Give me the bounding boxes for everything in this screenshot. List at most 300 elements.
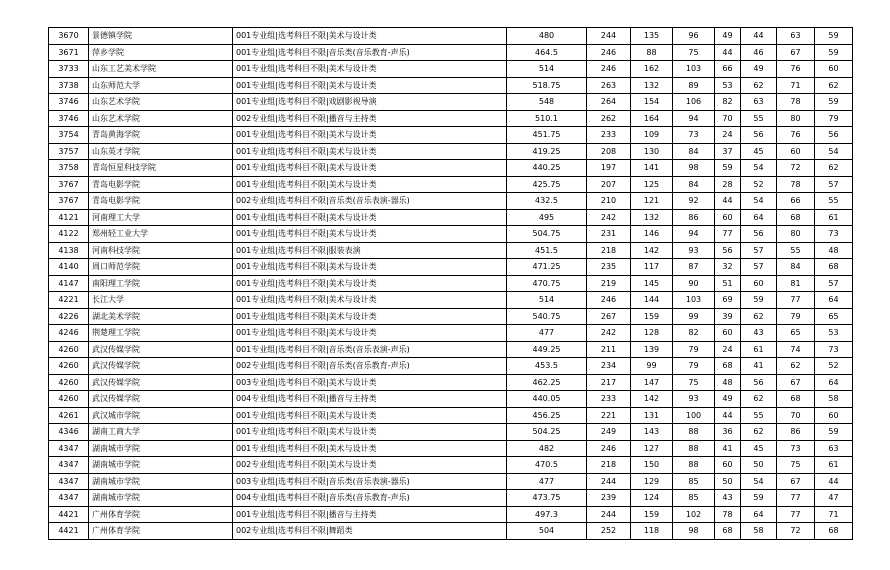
- score-cell-1: 252: [587, 523, 631, 540]
- table-row: [49, 77, 853, 94]
- school-code-cell: 3733: [49, 61, 89, 78]
- school-code-cell: 3746: [49, 94, 89, 111]
- score-cell-3: 84: [673, 143, 715, 160]
- score-cell-1: 217: [587, 374, 631, 391]
- school-name-cell: 景德镇学院: [89, 28, 233, 45]
- score-cell-4: 49: [715, 28, 741, 45]
- score-cell-3: 88: [673, 424, 715, 441]
- school-name-cell: 武汉传媒学院: [89, 391, 233, 408]
- score-cell-7: 53: [815, 325, 853, 342]
- total-score-cell: 453.5: [507, 358, 587, 375]
- score-cell-6: 63: [777, 28, 815, 45]
- score-cell-1: 264: [587, 94, 631, 111]
- total-score-cell: 504: [507, 523, 587, 540]
- score-cell-2: 150: [631, 457, 673, 474]
- score-cell-7: 64: [815, 292, 853, 309]
- score-cell-3: 100: [673, 407, 715, 424]
- score-cell-6: 65: [777, 325, 815, 342]
- major-group-cell: 001专业组|选考科目不限|美术与设计类: [233, 61, 507, 78]
- major-group-cell: 001专业组|选考科目不限|美术与设计类: [233, 127, 507, 144]
- score-cell-4: 60: [715, 209, 741, 226]
- table-row: [49, 160, 853, 177]
- school-code-cell: 3746: [49, 110, 89, 127]
- score-table: [48, 27, 853, 540]
- school-code-cell: 4347: [49, 473, 89, 490]
- score-cell-7: 59: [815, 424, 853, 441]
- school-code-cell: 3671: [49, 44, 89, 61]
- school-code-cell: 4147: [49, 275, 89, 292]
- school-name-cell: 周口师范学院: [89, 259, 233, 276]
- table-row: [49, 407, 853, 424]
- score-cell-6: 80: [777, 226, 815, 243]
- score-cell-7: 73: [815, 341, 853, 358]
- score-cell-6: 74: [777, 341, 815, 358]
- major-group-cell: 001专业组|选考科目不限|美术与设计类: [233, 77, 507, 94]
- score-cell-3: 89: [673, 77, 715, 94]
- score-cell-6: 84: [777, 259, 815, 276]
- score-cell-5: 43: [741, 325, 777, 342]
- score-cell-7: 68: [815, 523, 853, 540]
- score-cell-2: 145: [631, 275, 673, 292]
- score-cell-3: 79: [673, 341, 715, 358]
- school-name-cell: 青岛恒星科技学院: [89, 160, 233, 177]
- score-cell-3: 73: [673, 127, 715, 144]
- score-cell-4: 44: [715, 44, 741, 61]
- score-cell-2: 146: [631, 226, 673, 243]
- school-code-cell: 4226: [49, 308, 89, 325]
- score-cell-7: 62: [815, 77, 853, 94]
- score-cell-5: 41: [741, 358, 777, 375]
- score-cell-4: 37: [715, 143, 741, 160]
- score-cell-6: 67: [777, 374, 815, 391]
- table-body: [49, 28, 853, 540]
- score-cell-2: 154: [631, 94, 673, 111]
- score-cell-7: 60: [815, 61, 853, 78]
- score-cell-2: 109: [631, 127, 673, 144]
- school-name-cell: 湖北美术学院: [89, 308, 233, 325]
- score-cell-2: 130: [631, 143, 673, 160]
- table-row: [49, 275, 853, 292]
- score-cell-6: 71: [777, 77, 815, 94]
- major-group-cell: 004专业组|选考科目不限|播音与主持类: [233, 391, 507, 408]
- school-code-cell: 3767: [49, 193, 89, 210]
- total-score-cell: 518.75: [507, 77, 587, 94]
- score-cell-4: 44: [715, 193, 741, 210]
- major-group-cell: 001专业组|选考科目不限|美术与设计类: [233, 259, 507, 276]
- score-cell-7: 73: [815, 226, 853, 243]
- total-score-cell: 425.75: [507, 176, 587, 193]
- score-cell-5: 49: [741, 61, 777, 78]
- school-name-cell: 萍乡学院: [89, 44, 233, 61]
- major-group-cell: 001专业组|选考科目不限|美术与设计类: [233, 424, 507, 441]
- score-cell-1: 210: [587, 193, 631, 210]
- total-score-cell: 471.25: [507, 259, 587, 276]
- major-group-cell: 001专业组|选考科目不限|美术与设计类: [233, 325, 507, 342]
- score-cell-1: 246: [587, 61, 631, 78]
- score-cell-5: 61: [741, 341, 777, 358]
- score-cell-4: 44: [715, 407, 741, 424]
- score-cell-6: 76: [777, 127, 815, 144]
- score-cell-4: 43: [715, 490, 741, 507]
- score-cell-5: 46: [741, 44, 777, 61]
- score-cell-7: 59: [815, 94, 853, 111]
- score-cell-1: 233: [587, 127, 631, 144]
- score-cell-2: 132: [631, 77, 673, 94]
- total-score-cell: 497.3: [507, 506, 587, 523]
- school-name-cell: 长江大学: [89, 292, 233, 309]
- score-cell-6: 75: [777, 457, 815, 474]
- score-cell-1: 239: [587, 490, 631, 507]
- score-cell-1: 267: [587, 308, 631, 325]
- score-table-sheet: [48, 27, 852, 540]
- score-cell-4: 59: [715, 160, 741, 177]
- major-group-cell: 001专业组|选考科目不限|美术与设计类: [233, 275, 507, 292]
- score-cell-1: 231: [587, 226, 631, 243]
- major-group-cell: 003专业组|选考科目不限|美术与设计类: [233, 374, 507, 391]
- major-group-cell: 002专业组|选考科目不限|音乐类(音乐表演-器乐): [233, 193, 507, 210]
- table-row: [49, 457, 853, 474]
- score-cell-3: 93: [673, 391, 715, 408]
- table-row: [49, 44, 853, 61]
- major-group-cell: 001专业组|选考科目不限|美术与设计类: [233, 143, 507, 160]
- score-cell-3: 102: [673, 506, 715, 523]
- score-cell-4: 50: [715, 473, 741, 490]
- school-name-cell: 湖南城市学院: [89, 440, 233, 457]
- school-code-cell: 4260: [49, 374, 89, 391]
- score-cell-2: 159: [631, 308, 673, 325]
- school-name-cell: 青岛电影学院: [89, 176, 233, 193]
- school-name-cell: 武汉传媒学院: [89, 374, 233, 391]
- score-cell-3: 88: [673, 457, 715, 474]
- table-row: [49, 473, 853, 490]
- score-cell-1: 218: [587, 457, 631, 474]
- score-cell-2: 142: [631, 242, 673, 259]
- score-cell-4: 70: [715, 110, 741, 127]
- score-cell-6: 81: [777, 275, 815, 292]
- score-cell-1: 244: [587, 506, 631, 523]
- school-code-cell: 4122: [49, 226, 89, 243]
- score-cell-5: 45: [741, 143, 777, 160]
- score-cell-1: 262: [587, 110, 631, 127]
- total-score-cell: 449.25: [507, 341, 587, 358]
- score-cell-5: 44: [741, 28, 777, 45]
- table-row: [49, 259, 853, 276]
- score-cell-6: 80: [777, 110, 815, 127]
- score-cell-5: 58: [741, 523, 777, 540]
- table-row: [49, 143, 853, 160]
- school-name-cell: 武汉城市学院: [89, 407, 233, 424]
- major-group-cell: 002专业组|选考科目不限|美术与设计类: [233, 457, 507, 474]
- score-cell-6: 67: [777, 44, 815, 61]
- score-cell-1: 233: [587, 391, 631, 408]
- school-code-cell: 4260: [49, 341, 89, 358]
- score-cell-6: 67: [777, 473, 815, 490]
- school-code-cell: 4347: [49, 457, 89, 474]
- school-name-cell: 河南理工大学: [89, 209, 233, 226]
- score-cell-7: 52: [815, 358, 853, 375]
- score-cell-5: 56: [741, 127, 777, 144]
- score-cell-2: 147: [631, 374, 673, 391]
- score-cell-1: 242: [587, 325, 631, 342]
- total-score-cell: 451.75: [507, 127, 587, 144]
- school-name-cell: 山东师范大学: [89, 77, 233, 94]
- school-name-cell: 武汉传媒学院: [89, 358, 233, 375]
- score-cell-7: 55: [815, 193, 853, 210]
- major-group-cell: 001专业组|选考科目不限|美术与设计类: [233, 28, 507, 45]
- table-row: [49, 391, 853, 408]
- school-code-cell: 4260: [49, 391, 89, 408]
- score-cell-5: 54: [741, 473, 777, 490]
- score-cell-2: 128: [631, 325, 673, 342]
- score-cell-6: 55: [777, 242, 815, 259]
- total-score-cell: 495: [507, 209, 587, 226]
- score-cell-4: 60: [715, 325, 741, 342]
- major-group-cell: 004专业组|选考科目不限|音乐类(音乐教育-声乐): [233, 490, 507, 507]
- school-name-cell: 山东工艺美术学院: [89, 61, 233, 78]
- total-score-cell: 451.5: [507, 242, 587, 259]
- score-cell-5: 64: [741, 506, 777, 523]
- score-cell-6: 72: [777, 160, 815, 177]
- score-cell-1: 219: [587, 275, 631, 292]
- score-cell-6: 78: [777, 176, 815, 193]
- school-code-cell: 3758: [49, 160, 89, 177]
- score-cell-1: 246: [587, 440, 631, 457]
- score-cell-7: 60: [815, 407, 853, 424]
- score-cell-6: 60: [777, 143, 815, 160]
- score-cell-4: 77: [715, 226, 741, 243]
- major-group-cell: 001专业组|选考科目不限|美术与设计类: [233, 226, 507, 243]
- score-cell-6: 78: [777, 94, 815, 111]
- school-code-cell: 3767: [49, 176, 89, 193]
- total-score-cell: 504.75: [507, 226, 587, 243]
- score-cell-3: 88: [673, 440, 715, 457]
- score-cell-5: 57: [741, 259, 777, 276]
- school-name-cell: 荆楚理工学院: [89, 325, 233, 342]
- table-row: [49, 506, 853, 523]
- score-cell-1: 211: [587, 341, 631, 358]
- school-code-cell: 4346: [49, 424, 89, 441]
- score-cell-3: 98: [673, 160, 715, 177]
- school-name-cell: 山东艺术学院: [89, 110, 233, 127]
- score-cell-7: 58: [815, 391, 853, 408]
- school-name-cell: 山东英才学院: [89, 143, 233, 160]
- score-cell-5: 50: [741, 457, 777, 474]
- score-cell-5: 62: [741, 424, 777, 441]
- score-cell-4: 32: [715, 259, 741, 276]
- score-cell-5: 62: [741, 391, 777, 408]
- score-cell-2: 118: [631, 523, 673, 540]
- table-row: [49, 28, 853, 45]
- table-row: [49, 440, 853, 457]
- total-score-cell: 419.25: [507, 143, 587, 160]
- table-row: [49, 94, 853, 111]
- score-cell-4: 24: [715, 341, 741, 358]
- school-name-cell: 南阳理工学院: [89, 275, 233, 292]
- major-group-cell: 001专业组|选考科目不限|美术与设计类: [233, 440, 507, 457]
- score-cell-7: 47: [815, 490, 853, 507]
- score-cell-5: 56: [741, 226, 777, 243]
- score-cell-7: 63: [815, 440, 853, 457]
- school-code-cell: 4261: [49, 407, 89, 424]
- score-cell-5: 59: [741, 490, 777, 507]
- score-cell-4: 56: [715, 242, 741, 259]
- score-cell-7: 64: [815, 374, 853, 391]
- score-cell-3: 103: [673, 292, 715, 309]
- score-cell-3: 106: [673, 94, 715, 111]
- score-cell-6: 77: [777, 490, 815, 507]
- total-score-cell: 482: [507, 440, 587, 457]
- school-code-cell: 3757: [49, 143, 89, 160]
- school-name-cell: 郑州轻工业大学: [89, 226, 233, 243]
- score-cell-3: 79: [673, 358, 715, 375]
- score-cell-7: 57: [815, 176, 853, 193]
- total-score-cell: 540.75: [507, 308, 587, 325]
- score-cell-4: 48: [715, 374, 741, 391]
- score-cell-1: 246: [587, 292, 631, 309]
- score-cell-2: 132: [631, 209, 673, 226]
- total-score-cell: 432.5: [507, 193, 587, 210]
- table-row: [49, 325, 853, 342]
- table-row: [49, 358, 853, 375]
- score-cell-1: 244: [587, 473, 631, 490]
- school-code-cell: 4246: [49, 325, 89, 342]
- major-group-cell: 001专业组|选考科目不限|戏剧影视导演: [233, 94, 507, 111]
- score-cell-1: 221: [587, 407, 631, 424]
- major-group-cell: 001专业组|选考科目不限|美术与设计类: [233, 407, 507, 424]
- score-cell-7: 59: [815, 28, 853, 45]
- total-score-cell: 514: [507, 292, 587, 309]
- major-group-cell: 002专业组|选考科目不限|音乐类(音乐教育-声乐): [233, 358, 507, 375]
- score-cell-6: 66: [777, 193, 815, 210]
- table-row: [49, 523, 853, 540]
- score-cell-2: 162: [631, 61, 673, 78]
- score-cell-1: 218: [587, 242, 631, 259]
- score-cell-7: 61: [815, 457, 853, 474]
- score-cell-7: 68: [815, 259, 853, 276]
- major-group-cell: 001专业组|选考科目不限|美术与设计类: [233, 292, 507, 309]
- major-group-cell: 003专业组|选考科目不限|音乐类(音乐表演-器乐): [233, 473, 507, 490]
- score-cell-7: 44: [815, 473, 853, 490]
- school-code-cell: 3754: [49, 127, 89, 144]
- school-name-cell: 青岛电影学院: [89, 193, 233, 210]
- score-cell-4: 78: [715, 506, 741, 523]
- total-score-cell: 514: [507, 61, 587, 78]
- score-cell-5: 54: [741, 193, 777, 210]
- school-code-cell: 4140: [49, 259, 89, 276]
- major-group-cell: 002专业组|选考科目不限|舞蹈类: [233, 523, 507, 540]
- score-cell-5: 63: [741, 94, 777, 111]
- score-cell-5: 55: [741, 407, 777, 424]
- score-cell-1: 242: [587, 209, 631, 226]
- score-cell-6: 77: [777, 292, 815, 309]
- score-cell-5: 56: [741, 374, 777, 391]
- score-cell-3: 96: [673, 28, 715, 45]
- score-cell-1: 244: [587, 28, 631, 45]
- major-group-cell: 001专业组|选考科目不限|美术与设计类: [233, 308, 507, 325]
- score-cell-5: 54: [741, 160, 777, 177]
- score-cell-3: 86: [673, 209, 715, 226]
- school-name-cell: 山东艺术学院: [89, 94, 233, 111]
- score-cell-6: 77: [777, 506, 815, 523]
- score-cell-4: 53: [715, 77, 741, 94]
- score-cell-3: 93: [673, 242, 715, 259]
- table-row: [49, 110, 853, 127]
- score-cell-2: 164: [631, 110, 673, 127]
- school-code-cell: 4347: [49, 440, 89, 457]
- major-group-cell: 001专业组|选考科目不限|音乐类(音乐表演-声乐): [233, 341, 507, 358]
- total-score-cell: 440.05: [507, 391, 587, 408]
- school-name-cell: 湖南城市学院: [89, 490, 233, 507]
- score-cell-3: 99: [673, 308, 715, 325]
- score-cell-2: 121: [631, 193, 673, 210]
- score-cell-4: 82: [715, 94, 741, 111]
- score-cell-7: 62: [815, 160, 853, 177]
- total-score-cell: 510.1: [507, 110, 587, 127]
- total-score-cell: 477: [507, 473, 587, 490]
- school-name-cell: 武汉传媒学院: [89, 341, 233, 358]
- score-cell-6: 72: [777, 523, 815, 540]
- score-cell-5: 45: [741, 440, 777, 457]
- score-cell-6: 76: [777, 61, 815, 78]
- total-score-cell: 456.25: [507, 407, 587, 424]
- score-cell-2: 144: [631, 292, 673, 309]
- table-row: [49, 226, 853, 243]
- school-code-cell: 4121: [49, 209, 89, 226]
- score-cell-3: 98: [673, 523, 715, 540]
- score-cell-3: 82: [673, 325, 715, 342]
- major-group-cell: 001专业组|选考科目不限|服装表演: [233, 242, 507, 259]
- score-cell-2: 124: [631, 490, 673, 507]
- score-cell-6: 68: [777, 391, 815, 408]
- score-cell-1: 249: [587, 424, 631, 441]
- school-name-cell: 湖南城市学院: [89, 457, 233, 474]
- score-cell-3: 85: [673, 473, 715, 490]
- score-cell-4: 36: [715, 424, 741, 441]
- score-cell-7: 65: [815, 308, 853, 325]
- major-group-cell: 001专业组|选考科目不限|美术与设计类: [233, 209, 507, 226]
- score-cell-4: 66: [715, 61, 741, 78]
- score-cell-3: 94: [673, 110, 715, 127]
- major-group-cell: 002专业组|选考科目不限|播音与主持类: [233, 110, 507, 127]
- score-cell-4: 41: [715, 440, 741, 457]
- score-cell-6: 73: [777, 440, 815, 457]
- score-cell-1: 208: [587, 143, 631, 160]
- score-cell-6: 79: [777, 308, 815, 325]
- score-cell-2: 117: [631, 259, 673, 276]
- score-cell-7: 48: [815, 242, 853, 259]
- school-code-cell: 4260: [49, 358, 89, 375]
- table-row: [49, 127, 853, 144]
- school-code-cell: 4421: [49, 523, 89, 540]
- school-name-cell: 青岛黄海学院: [89, 127, 233, 144]
- table-row: [49, 490, 853, 507]
- score-cell-7: 61: [815, 209, 853, 226]
- score-cell-5: 62: [741, 77, 777, 94]
- table-row: [49, 193, 853, 210]
- table-row: [49, 61, 853, 78]
- score-cell-2: 127: [631, 440, 673, 457]
- school-name-cell: 湖南工商大学: [89, 424, 233, 441]
- score-cell-3: 92: [673, 193, 715, 210]
- table-row: [49, 176, 853, 193]
- score-cell-4: 24: [715, 127, 741, 144]
- major-group-cell: 001专业组|选考科目不限|播音与主持类: [233, 506, 507, 523]
- major-group-cell: 001专业组|选考科目不限|美术与设计类: [233, 160, 507, 177]
- score-cell-4: 51: [715, 275, 741, 292]
- score-cell-2: 139: [631, 341, 673, 358]
- score-cell-5: 60: [741, 275, 777, 292]
- table-row: [49, 292, 853, 309]
